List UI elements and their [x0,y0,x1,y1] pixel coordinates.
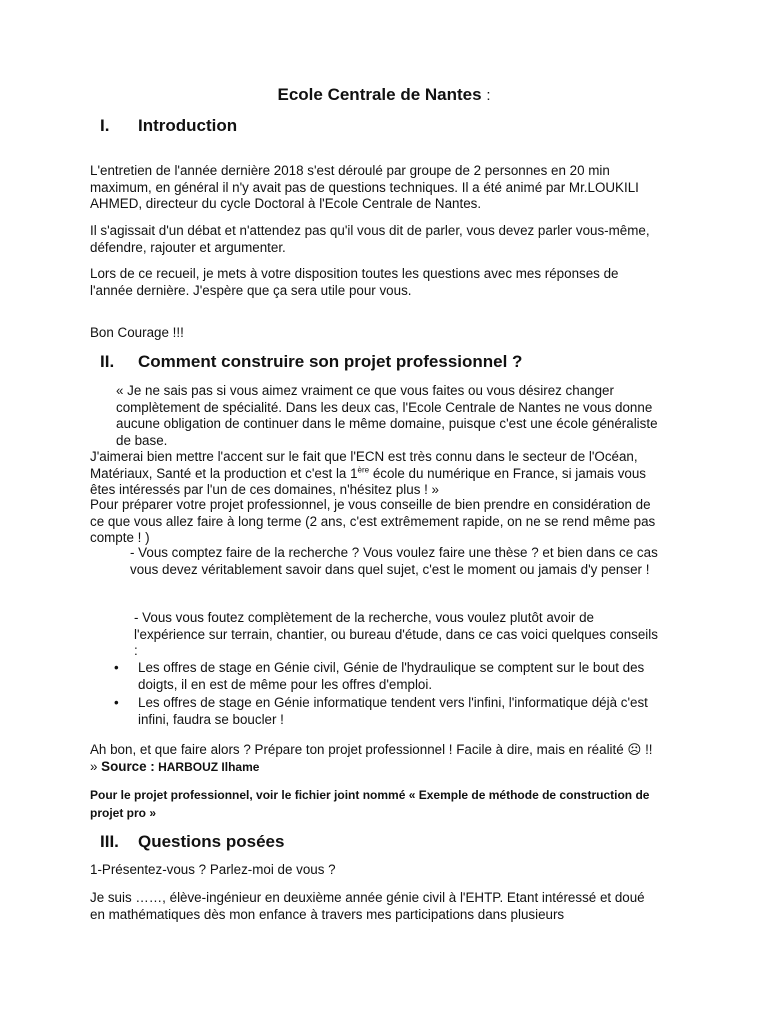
section-number: III. [100,832,119,851]
projet-note: Pour le projet professionnel, voir le fichier joint nommé « Exemple de méthode de construction de projet pro » [90,788,650,820]
projet-paragraph-2 [90,449,660,499]
projet-p2-start: J'aimerai bien mettre l'accent sur le fait que l'ECN est très connu dans le secteur de l'Océan, Matériaux, Santé et la production et c'est la 1 [90,449,638,481]
question-1: 1-Présentez-vous ? Parlez-moi de vous ? [90,862,336,877]
conseils-list [90,660,670,730]
section-heading-projet [100,352,522,372]
projet-p2-end: école du numérique en France, si jamais vous êtes intéressés par l'un de ces domaines, n'hésitez plus ! » [90,465,646,497]
projet-paragraph-6 [90,742,660,775]
projet-paragraph-4: - Vous comptez faire de la recherche ? Vous voulez faire une thèse ? et bien dans ce cas vous devez véritablement savoir dans quel sujet, c'est le moment ou jamais d'y penser ! [130,545,658,577]
intro-paragraph-2: Il s'agissait d'un débat et n'attendez pas qu'il vous dit de parler, vous devez parler vous-même, défendre, rajouter et argumenter. [90,223,650,255]
projet-paragraph-5: - Vous vous foutez complètement de la recherche, vous voulez plutôt avoir de l'expérience sur terrain, chantier, ou bureau d'étude, dans ce cas voici quelques conseils : [134,610,658,658]
list-item-text: Les offres de stage en Génie civil, Génie de l'hydraulique se comptent sur le bout des doigts, il en est de même pour les offres d'emploi. [138,660,645,692]
list-item-text: Les offres de stage en Génie informatique tendent vers l'infini, l'informatique déjà c'est infini, faudra se boucler ! [138,695,648,727]
section-label: Comment construire son projet professionnel ? [138,352,523,371]
section-heading-questions [100,832,284,852]
answer-1: Je suis ……, élève-ingénieur en deuxième année génie civil à l'EHTP. Etant intéressé et doué en mathématiques dès mon enfance à travers mes participations dans plusieurs [90,890,645,922]
projet-p6-text: Ah bon, et que faire alors ? Prépare ton projet professionnel ! Facile à dire, mais en réalité ☹ !! » [90,742,653,774]
section-number: I. [100,116,110,135]
source-label: Source : [101,758,155,774]
title-text: Ecole Centrale de Nantes [277,85,482,104]
section-heading-introduction [100,116,237,136]
intro-paragraph-3: Lors de ce recueil, je mets à votre disposition toutes les questions avec mes réponses de l'année dernière. J'espère que ça sera utile pour vous. [90,266,619,298]
document-title [0,85,768,105]
intro-paragraph-1: L'entretien de l'année dernière 2018 s'est déroulé par groupe de 2 personnes en 20 min maximum, en général il n'y avait pas de questions techniques. Il a été animé par Mr.LOUKILI AHMED, directeur du cycle Doctoral à l'Ecole Centrale de Nantes. [90,163,639,211]
bullet-icon: • [114,660,119,675]
intro-paragraph-4: Bon Courage !!! [90,325,184,340]
source-name: HARBOUZ Ilhame [154,759,260,774]
list-item [90,695,670,728]
projet-paragraph-1: « Je ne sais pas si vous aimez vraiment ce que vous faites ou vous désirez changer complètement de spécialité. Dans les deux cas, l'Ecole Centrale de Nantes ne vous donne aucune obligation de continuer dans le même domaine, puisque c'est une école généraliste de base. [116,383,658,448]
section-number: II. [100,352,115,371]
projet-paragraph-3: Pour préparer votre projet professionnel, je vous conseille de bien prendre en considération de ce que vous allez faire à long terme (2 ans, c'est extrêmement rapide, on ne se rend même pas compte ! ) [90,497,656,545]
bullet-icon: • [114,695,119,710]
section-label: Questions posées [138,832,285,851]
list-item [90,660,670,693]
title-colon: : [486,87,491,104]
projet-p2-superscript: ère [357,465,370,475]
section-label: Introduction [138,116,238,135]
